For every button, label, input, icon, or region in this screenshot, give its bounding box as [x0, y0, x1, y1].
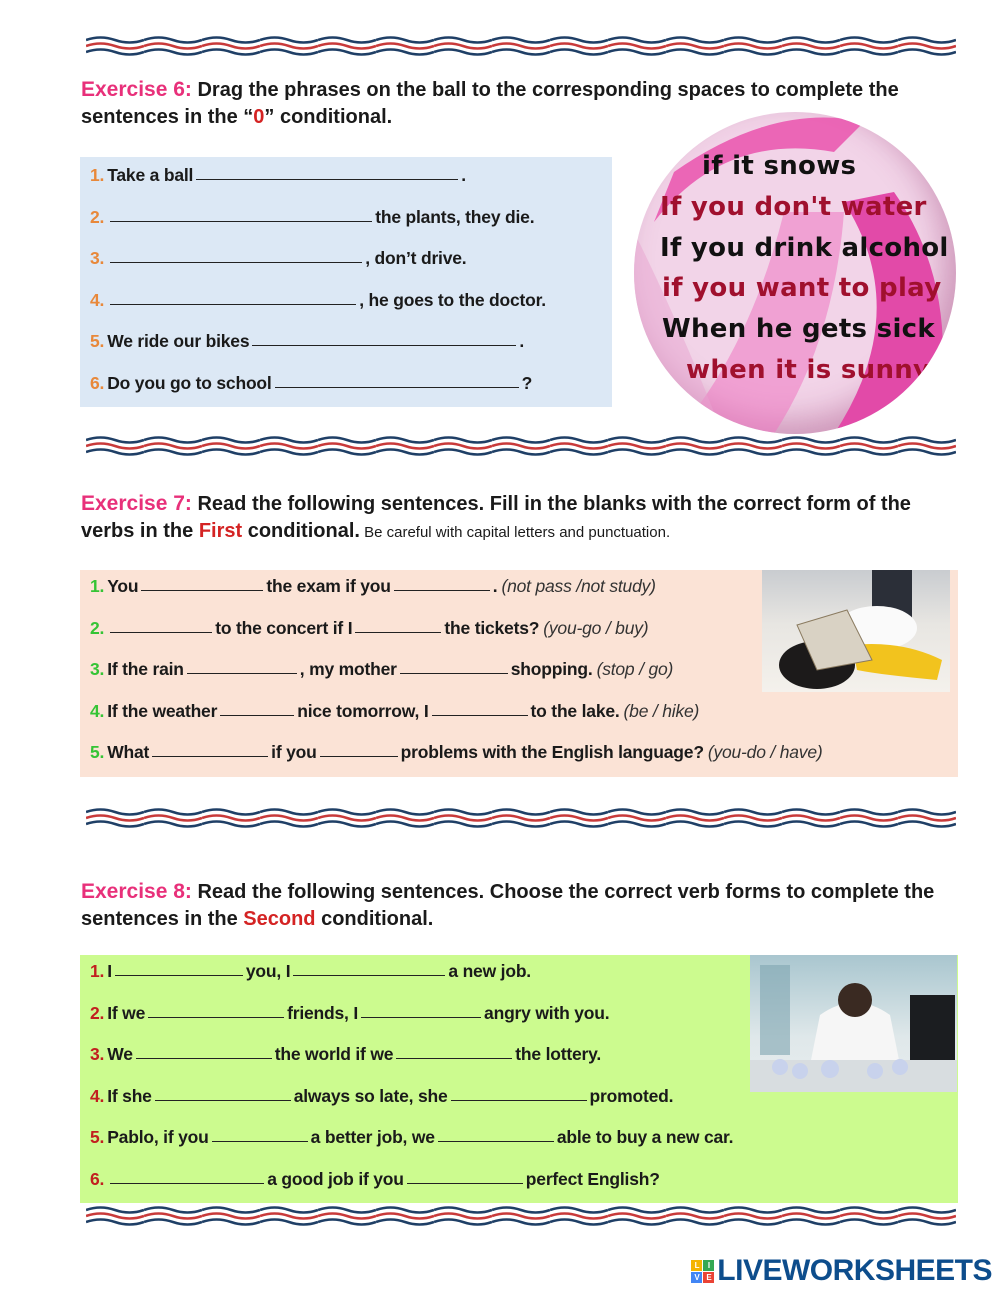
instructions: ” conditional.: [264, 106, 393, 128]
sentence-row: [90, 207, 534, 228]
item-number: 6.: [90, 372, 105, 393]
answer-blank[interactable]: [355, 618, 441, 633]
logo-letter: V: [691, 1272, 702, 1283]
sentence-text: .: [461, 165, 466, 185]
logo-letter: I: [703, 1260, 714, 1271]
answer-blank[interactable]: [320, 742, 398, 757]
sentence-text: a new job.: [448, 961, 531, 981]
sentence-row: [90, 961, 531, 982]
sentence-text: We ride our bikes: [107, 331, 250, 351]
answer-blank[interactable]: [394, 576, 490, 591]
instructions: Read the following sentences. Choose the correct verb forms to complete the sentences in the: [81, 881, 935, 930]
item-number: 3.: [90, 659, 105, 679]
sentence-text: to the lake.: [530, 700, 620, 721]
draggable-phrase[interactable]: When he gets sick: [662, 314, 935, 344]
sentence-text: the plants, they die.: [375, 206, 535, 227]
instructions: conditional.: [315, 908, 434, 930]
sentence-text: If the weather: [107, 700, 218, 721]
sentence-text: Do you go to school: [107, 372, 272, 393]
answer-blank[interactable]: [361, 1003, 481, 1018]
answer-blank[interactable]: [275, 373, 519, 388]
answer-blank[interactable]: [141, 576, 263, 591]
answer-blank[interactable]: [110, 248, 362, 263]
answer-blank[interactable]: [451, 1086, 587, 1101]
sentence-row: [90, 1086, 673, 1107]
highlight: First: [198, 520, 243, 542]
answer-blank[interactable]: [252, 331, 516, 346]
sentence-row: [90, 1127, 733, 1148]
logo-letter: E: [703, 1272, 714, 1283]
sentence-text: the lottery.: [515, 1044, 602, 1064]
highlight: Second: [243, 908, 316, 930]
sentence-row: [90, 248, 466, 269]
item-number: 3.: [90, 248, 105, 268]
sentence-text: nice tomorrow, I: [297, 700, 429, 721]
sentence-text: shopping.: [510, 659, 593, 679]
item-number: 1.: [90, 576, 105, 596]
sentence-row: [90, 1169, 660, 1190]
sentence-text: a good job if you: [267, 1168, 404, 1189]
sentence-text: problems with the English language?: [400, 742, 704, 762]
answer-blank[interactable]: [152, 742, 268, 757]
sentence-text: You: [107, 576, 139, 596]
sentence-text: If she: [107, 1085, 152, 1106]
item-number: 2.: [90, 1002, 105, 1023]
sentence-text: If we: [107, 1002, 146, 1023]
draggable-phrase[interactable]: If you don't water: [660, 192, 927, 222]
answer-blank[interactable]: [400, 659, 508, 674]
sentence-row: [90, 1044, 601, 1065]
item-number: 4.: [90, 700, 105, 721]
sentence-row: [90, 331, 524, 352]
sentence-text: friends, I: [287, 1002, 359, 1023]
sentence-text: Take a ball: [107, 165, 194, 185]
instructions: Read the following sentences. Fill in the blanks with the correct form of the verbs in the: [81, 493, 911, 542]
sentence-text: if you: [271, 742, 317, 762]
sentence-row: [90, 165, 466, 186]
answer-blank[interactable]: [110, 290, 356, 305]
sentence-text: always so late, she: [293, 1085, 448, 1106]
sentence-text: the world if we: [274, 1044, 394, 1064]
sentence-text: promoted.: [589, 1085, 674, 1106]
note: Be careful with capital letters and punctuation.: [359, 524, 671, 541]
exercise-label: Exercise 8:: [81, 880, 192, 903]
sentence-text: What: [107, 742, 150, 762]
beach-ball: [634, 112, 956, 434]
item-number: 3.: [90, 1044, 105, 1064]
answer-blank[interactable]: [136, 1044, 272, 1059]
sentence-text: a better job, we: [310, 1127, 435, 1147]
answer-blank[interactable]: [115, 961, 243, 976]
answer-blank[interactable]: [155, 1086, 291, 1101]
sentence-row: [90, 1003, 609, 1024]
answer-blank[interactable]: [293, 961, 445, 976]
sentence-text: .: [492, 576, 498, 596]
exercise-label: Exercise 7:: [81, 492, 192, 515]
sentence-text: the tickets?: [444, 617, 540, 638]
sentence-text: , don’t drive.: [365, 248, 467, 268]
sentence-text: able to buy a new car.: [556, 1127, 734, 1147]
sentence-text: If the rain: [107, 659, 184, 679]
answer-blank[interactable]: [438, 1127, 554, 1142]
sentence-text: ?: [521, 372, 533, 393]
exercise-6-sentences: [80, 157, 612, 407]
item-number: 5.: [90, 742, 105, 762]
student-sleeping-photo: [762, 570, 950, 692]
answer-blank[interactable]: [196, 165, 458, 180]
sentence-text: , he goes to the doctor.: [359, 289, 546, 310]
wavy-divider: [86, 806, 956, 830]
item-number: 1.: [90, 165, 105, 185]
sentence-row: [90, 659, 673, 680]
sentence-row: [90, 576, 656, 597]
exercise-7-heading: [81, 490, 961, 546]
sentence-text: the exam if you: [266, 576, 391, 596]
sentence-text: We: [107, 1044, 133, 1064]
verb-hint: (you-go / buy): [543, 617, 649, 638]
logo-text: LIVEWORKSHEETS: [717, 1254, 992, 1287]
verb-hint: (be / hike): [623, 700, 700, 721]
item-number: 4.: [90, 1085, 105, 1106]
draggable-phrase[interactable]: if you want to play: [662, 273, 942, 303]
verb-hint: (stop / go): [596, 659, 674, 679]
wavy-divider: [86, 34, 956, 58]
answer-blank[interactable]: [432, 701, 528, 716]
sentence-row: [90, 290, 546, 311]
stressed-office-worker-photo: [750, 955, 957, 1092]
instructions: Drag the phrases on the ball to the corresponding spaces to complete the sentences in the “: [81, 79, 899, 128]
exercise-8-heading: [81, 878, 961, 933]
item-number: 4.: [90, 289, 105, 310]
answer-blank[interactable]: [110, 1169, 264, 1184]
liveworksheets-logo: [691, 1254, 992, 1288]
sentence-text: to the concert if I: [215, 617, 353, 638]
draggable-phrase[interactable]: If you drink alcohol: [660, 233, 949, 263]
sentence-text: perfect English?: [525, 1168, 660, 1189]
logo-icon: [691, 1260, 714, 1283]
sentence-row: [90, 701, 699, 722]
answer-blank[interactable]: [148, 1003, 284, 1018]
item-number: 6.: [90, 1168, 105, 1189]
item-number: 2.: [90, 617, 105, 638]
draggable-phrase[interactable]: if it snows: [702, 151, 857, 181]
logo-letter: L: [691, 1260, 702, 1271]
sentence-text: , my mother: [299, 659, 397, 679]
verb-hint: (not pass /not study): [501, 576, 656, 596]
sentence-text: angry with you.: [484, 1002, 610, 1023]
sentence-text: I: [107, 961, 112, 981]
sentence-row: [90, 742, 823, 763]
answer-blank[interactable]: [187, 659, 297, 674]
item-number: 5.: [90, 331, 105, 351]
exercise-label: Exercise 6:: [81, 78, 192, 101]
answer-blank[interactable]: [212, 1127, 308, 1142]
sentence-text: Pablo, if you: [107, 1127, 209, 1147]
answer-blank[interactable]: [110, 618, 212, 633]
draggable-phrase[interactable]: when it is sunny: [686, 355, 931, 385]
sentence-row: [90, 373, 532, 394]
item-number: 1.: [90, 961, 105, 981]
instructions: conditional.: [242, 520, 360, 542]
sentence-row: [90, 618, 648, 639]
sentence-text: .: [519, 331, 525, 351]
answer-blank[interactable]: [110, 207, 372, 222]
sentence-text: you, I: [245, 961, 291, 981]
verb-hint: (you-do / have): [707, 742, 823, 762]
item-number: 2.: [90, 206, 105, 227]
wavy-divider: [86, 1204, 956, 1228]
item-number: 5.: [90, 1127, 105, 1147]
wavy-divider: [86, 434, 956, 458]
answer-blank[interactable]: [407, 1169, 523, 1184]
answer-blank[interactable]: [396, 1044, 512, 1059]
answer-blank[interactable]: [220, 701, 294, 716]
highlight: 0: [253, 106, 265, 128]
